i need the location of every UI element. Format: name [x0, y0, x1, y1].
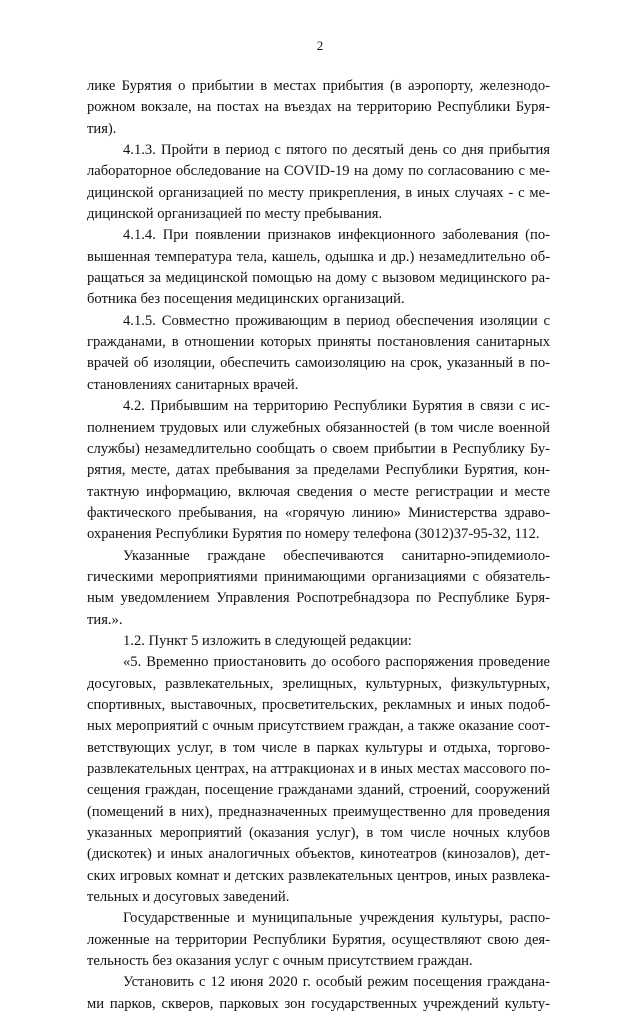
text-line: службы) незамедлительно сообщать о своем прибытии в Республику Бу- — [87, 440, 550, 457]
text-line: дицинской организацией по месту прикрепления, в иных случаях - с ме- — [87, 184, 550, 201]
text-line: 4.2. Прибывшим на территорию Республики Бурятия в связи с ис- — [123, 398, 550, 415]
text-line: сещения граждан, посещение гражданами зданий, строений, сооружений — [87, 782, 550, 799]
text-line: рожном вокзале, на постах на въездах на территорию Республики Буря- — [87, 99, 550, 116]
text-line: охранения Республики Бурятия по номеру телефона (3012)37-95-32, 112. — [87, 526, 540, 543]
text-line: ным уведомлением Управления Роспотребнадзора по Республике Буря- — [87, 590, 550, 607]
text-line: ложенные на территории Республики Бурятия, осуществляют свою дея- — [87, 931, 550, 948]
text-line: развлекательных центрах, на аттракционах и в иных местах массового по- — [87, 761, 550, 777]
text-line: ветствующих услуг, в том числе в парках культуры и отдыха, торгово- — [87, 739, 550, 756]
text-line: лабораторное обследование на COVID-19 на дому по согласованию с ме- — [87, 163, 550, 180]
text-line: (дискотек) и иных аналогичных объектов, кинотеатров (кинозалов), дет- — [87, 846, 550, 863]
text-line: Государственные и муниципальные учреждения культуры, распо- — [123, 910, 550, 927]
text-line: тия.». — [87, 611, 123, 628]
text-line: Установить с 12 июня 2020 г. особый режим посещения граждана- — [123, 974, 550, 991]
text-line: становлениях санитарных врачей. — [87, 376, 299, 393]
text-line: тия). — [87, 120, 117, 137]
page-number: 2 — [316, 38, 324, 53]
text-line: 1.2. Пункт 5 изложить в следующей редакции: — [123, 632, 412, 649]
text-line: полнением трудовых или служебных обязанностей (в том числе военной — [87, 419, 550, 436]
text-line: спортивных, выставочных, просветительских, рекламных и иных подоб- — [87, 696, 550, 713]
text-line: 4.1.3. Пройти в период с пятого по десятый день со дня прибытия — [123, 142, 550, 159]
text-line: фактического пребывания, на «горячую линию» Министерства здраво- — [87, 504, 550, 521]
text-line: указанных мероприятий (оказания услуг), в том числе ночных клубов — [87, 825, 550, 842]
text-line: «5. Временно приостановить до особого распоряжения проведение — [123, 654, 550, 671]
text-line: 4.1.5. Совместно проживающим в период обеспечения изоляции с — [123, 312, 550, 329]
text-line: гическими мероприятиями принимающими организациями с обязатель- — [87, 568, 550, 585]
text-line: 4.1.4. При появлении признаков инфекционного заболевания (по- — [123, 227, 550, 244]
text-line: тельных и досуговых заведений. — [87, 889, 290, 906]
text-line: рятия, месте, датах пребывания за пределами Республики Бурятия, кон- — [87, 462, 550, 479]
text-line: ращаться за медицинской помощью на дому с вызовом медицинского ра- — [87, 270, 550, 287]
text-line: тактную информацию, включая сведения о месте регистрации и месте — [87, 483, 550, 500]
text-line: тельность без оказания услуг с очным присутствием граждан. — [87, 953, 473, 970]
text-line: лике Бурятия о прибытии в местах прибытия (в аэропорту, железнодо- — [87, 78, 550, 94]
text-line: Указанные граждане обеспечиваются санитарно-эпидемиоло- — [123, 547, 550, 564]
document-body — [87, 76, 550, 1015]
text-line: досуговых, развлекательных, зрелищных, культурных, физкультурных, — [87, 675, 550, 692]
text-line: ботника без посещения медицинских организаций. — [87, 291, 405, 308]
text-line: гражданами, в отношении которых приняты постановления санитарных — [87, 334, 550, 351]
text-line: ских игровых комнат и детских развлекательных центров, иных развлека- — [87, 867, 550, 884]
text-line: врачей об изоляции, обеспечить самоизоляцию на срок, указанный в по- — [87, 355, 550, 372]
text-line: дицинской организацией по месту пребывания. — [87, 206, 383, 223]
text-line: ми парков, скверов, парковых зон государственных учреждений культу- — [87, 995, 550, 1012]
text-line: вышенная температура тела, кашель, одышка и др.) незамедлительно об- — [87, 248, 550, 265]
text-line: ных мероприятий с очным присутствием граждан, а также оказание соот- — [87, 718, 550, 735]
text-line: (помещений в них), предназначенных преимущественно для проведения — [87, 803, 550, 820]
